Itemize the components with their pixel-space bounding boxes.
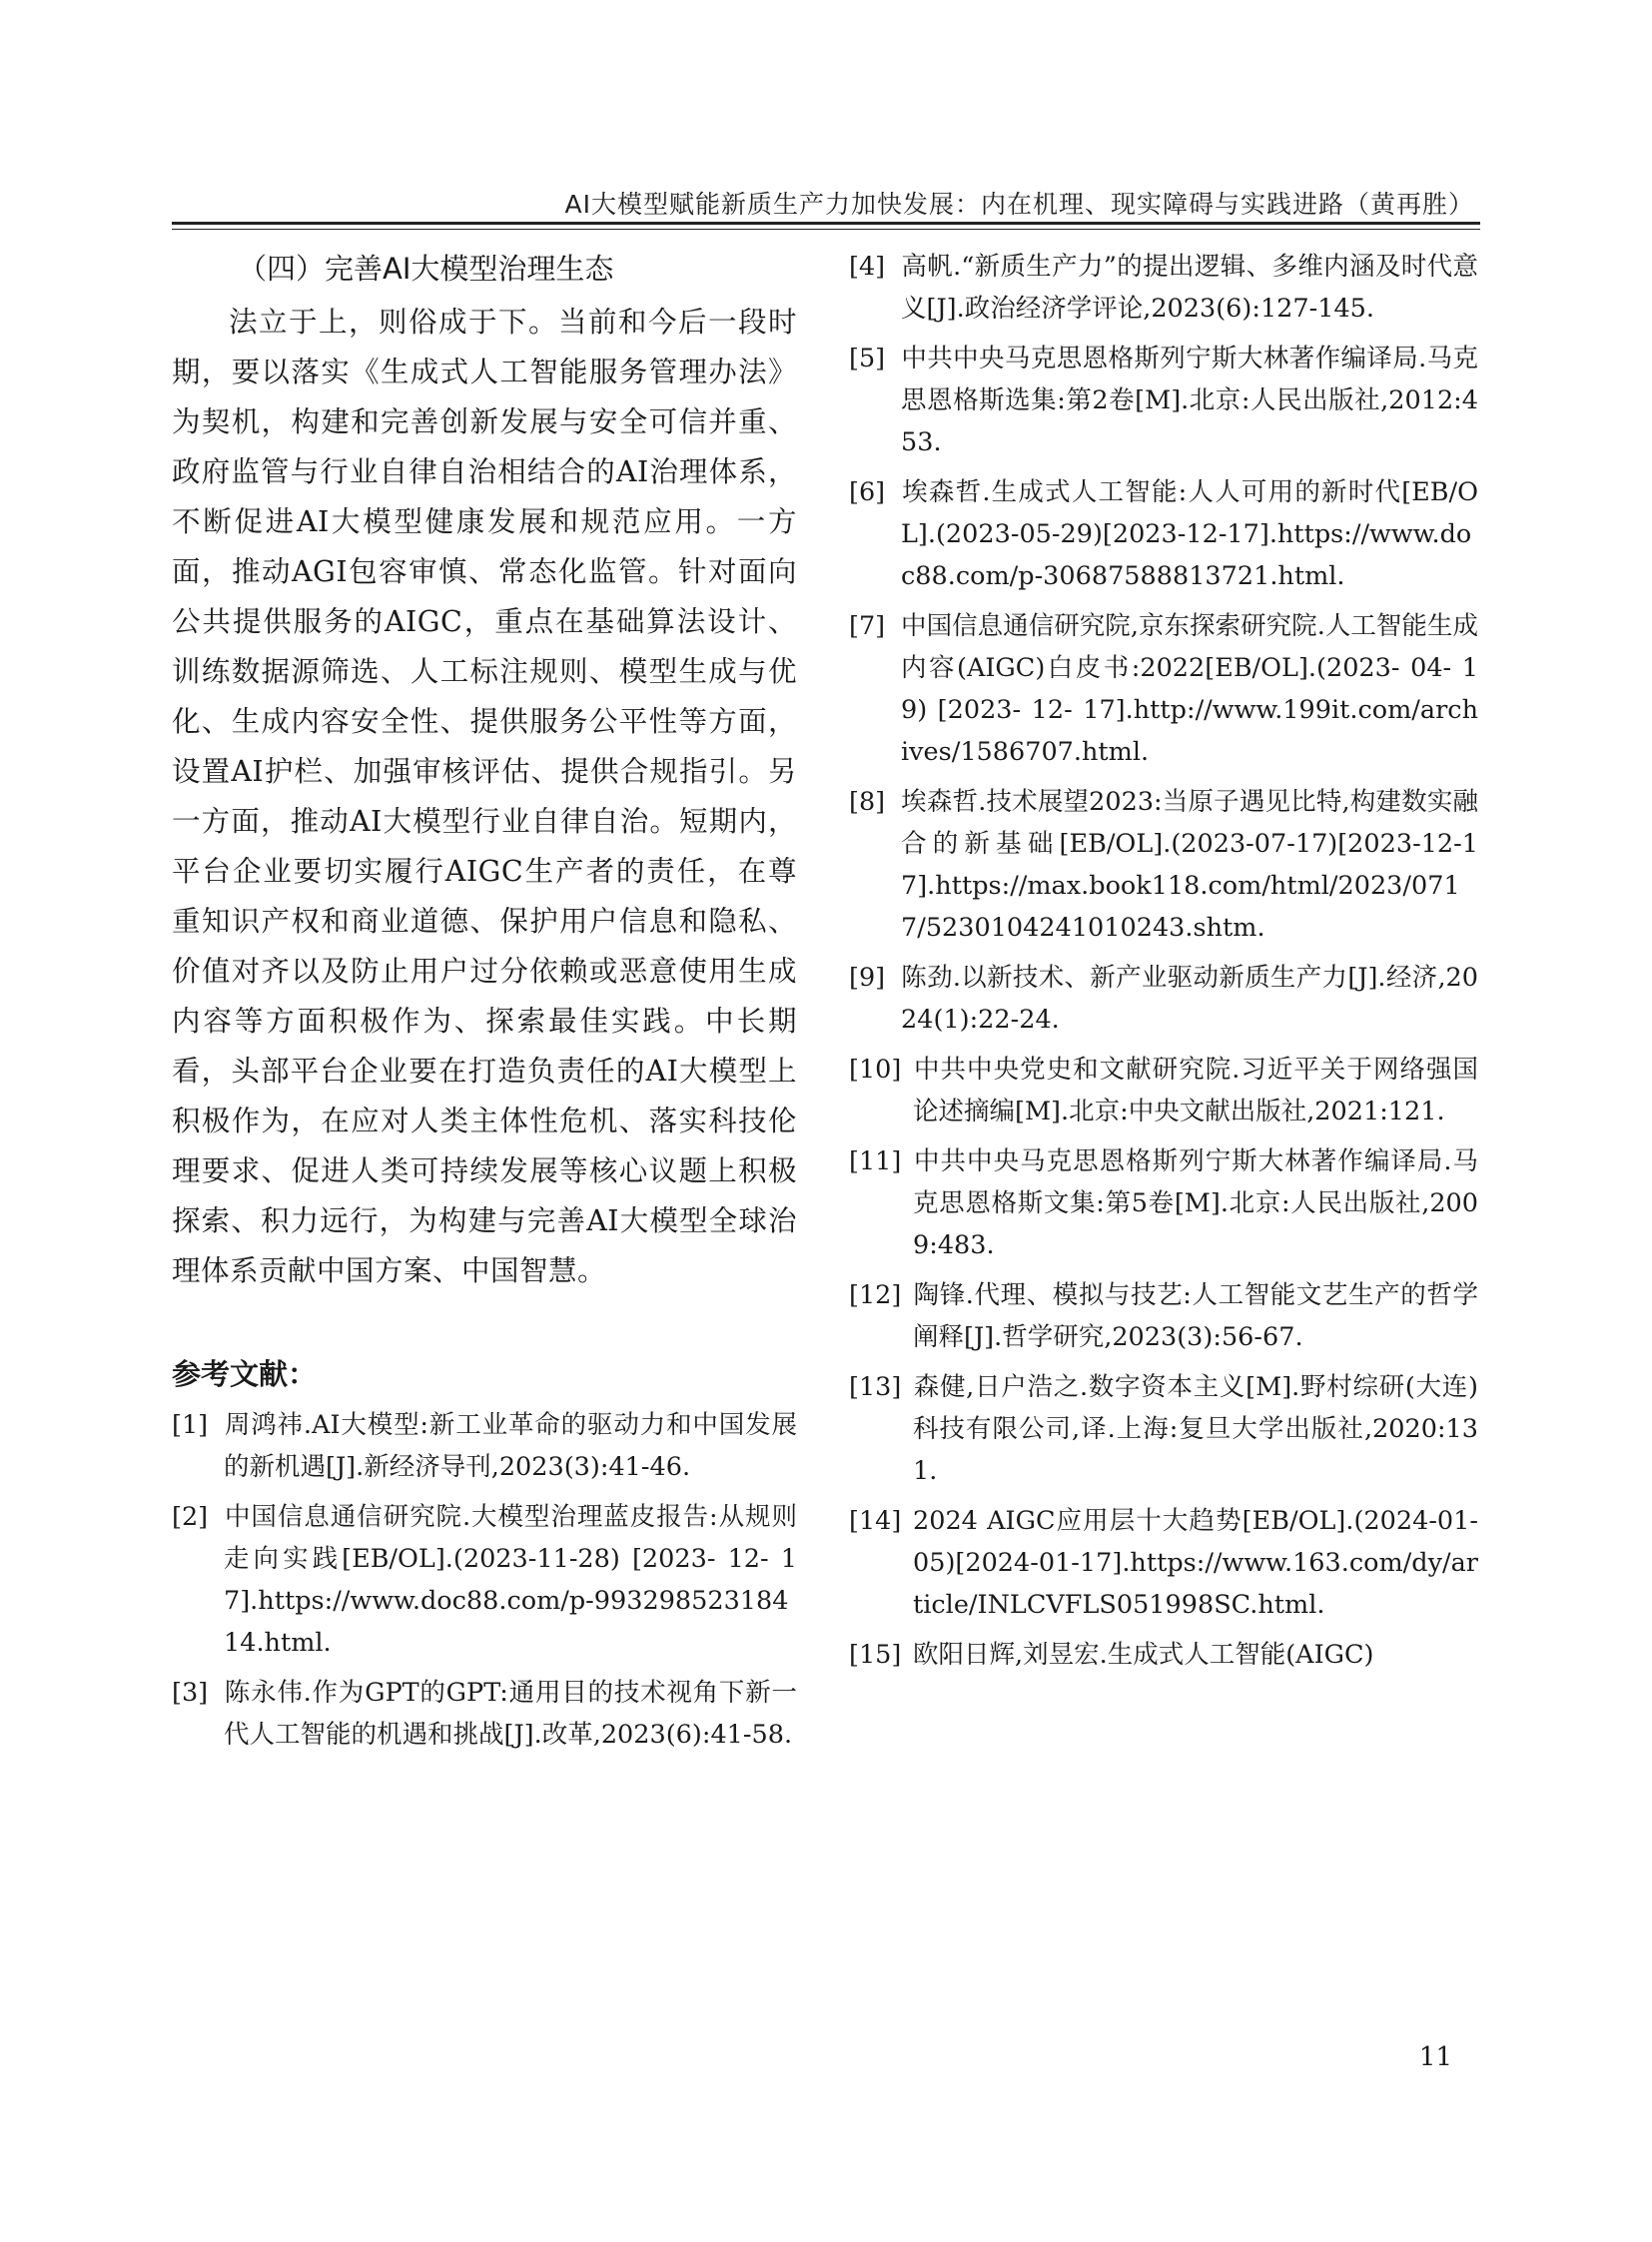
reference-item bbox=[172, 1404, 797, 1488]
reference-text: 中国信息通信研究院.大模型治理蓝皮报告:从规则走向实践[EB/OL].(2023-11-28) [2023- 12- 17].https://www.doc88.com/p-99329852318414.html. bbox=[224, 1502, 797, 1658]
reference-text: 森健,日户浩之.数字资本主义[M].野村综研(大连)科技有限公司,译.上海:复旦大学出版社,2020:131. bbox=[913, 1372, 1478, 1486]
reference-item bbox=[849, 1634, 1478, 1676]
right-column bbox=[849, 246, 1478, 1684]
reference-number: [5] bbox=[849, 344, 886, 374]
reference-list-right bbox=[849, 246, 1478, 1676]
reference-text: 中共中央马克思恩格斯列宁斯大林著作编译局.马克思恩格斯文集:第5卷[M].北京:人民出版社,2009:483. bbox=[913, 1146, 1478, 1260]
reference-item bbox=[849, 1274, 1478, 1358]
reference-text: 中共中央马克思恩格斯列宁斯大林著作编译局.马克思恩格斯选集:第2卷[M].北京:人民出版社,2012:453. bbox=[901, 344, 1478, 457]
reference-number: [10] bbox=[849, 1055, 902, 1085]
reference-item bbox=[849, 1366, 1478, 1492]
reference-number: [14] bbox=[849, 1506, 902, 1536]
reference-item bbox=[849, 1140, 1478, 1266]
reference-item bbox=[849, 781, 1478, 949]
reference-number: [2] bbox=[172, 1502, 209, 1532]
reference-item bbox=[172, 1496, 797, 1664]
section-heading: （四）完善AI大模型治理生态 bbox=[238, 252, 614, 286]
left-column bbox=[172, 246, 797, 1764]
reference-number: [4] bbox=[849, 252, 886, 282]
references-heading: 参考文献： bbox=[172, 1357, 318, 1391]
reference-item bbox=[849, 471, 1478, 597]
reference-number: [12] bbox=[849, 1280, 902, 1310]
running-header: AI大模型赋能新质生产力加快发展：内在机理、现实障碍与实践进路（黄再胜） bbox=[564, 190, 1474, 219]
reference-number: [6] bbox=[849, 477, 886, 507]
reference-text: 周鸿祎.AI大模型:新工业革命的驱动力和中国发展的新机遇[J].新经济导刊,2023(3):41-46. bbox=[224, 1410, 797, 1482]
reference-list-left bbox=[172, 1404, 797, 1756]
reference-item bbox=[849, 957, 1478, 1041]
header-rule-thin bbox=[172, 229, 1480, 230]
reference-item bbox=[849, 1049, 1478, 1132]
reference-number: [9] bbox=[849, 963, 886, 993]
reference-item bbox=[849, 1500, 1478, 1626]
reference-text: 陈永伟.作为GPT的GPT:通用目的技术视角下新一代人工智能的机遇和挑战[J].改革,2023(6):41-58. bbox=[224, 1678, 797, 1750]
reference-text: 埃森哲.生成式人工智能:人人可用的新时代[EB/OL].(2023-05-29)[2023-12-17].https://www.doc88.com/p-30687588813721.html. bbox=[901, 477, 1478, 591]
reference-item bbox=[849, 338, 1478, 463]
reference-number: [1] bbox=[172, 1410, 209, 1440]
reference-item bbox=[849, 246, 1478, 330]
reference-item bbox=[172, 1672, 797, 1756]
reference-number: [13] bbox=[849, 1372, 902, 1402]
reference-number: [15] bbox=[849, 1640, 902, 1670]
reference-text: 2024 AIGC应用层十大趋势[EB/OL].(2024-01-05)[2024-01-17].https://www.163.com/dy/article/INLCVFLS051998SC.html. bbox=[913, 1506, 1478, 1620]
reference-number: [11] bbox=[849, 1146, 902, 1176]
reference-text: 欧阳日辉,刘昱宏.生成式人工智能(AIGC) bbox=[913, 1640, 1374, 1670]
reference-number: [7] bbox=[849, 611, 886, 641]
reference-number: [3] bbox=[172, 1678, 209, 1708]
reference-number: [8] bbox=[849, 787, 886, 817]
reference-item bbox=[849, 605, 1478, 773]
reference-text: 中国信息通信研究院,京东探索研究院.人工智能生成内容(AIGC)白皮书:2022[EB/OL].(2023- 04- 19) [2023- 12- 17].http://www.199it.com/archives/1586707.html. bbox=[901, 611, 1478, 767]
reference-text: 陶锋.代理、模拟与技艺:人工智能文艺生产的哲学阐释[J].哲学研究,2023(3):56-67. bbox=[913, 1280, 1478, 1352]
reference-text: 高帆.“新质生产力”的提出逻辑、多维内涵及时代意义[J].政治经济学评论,2023(6):127-145. bbox=[901, 252, 1478, 324]
header-rule-thick bbox=[172, 222, 1480, 225]
reference-text: 埃森哲.技术展望2023:当原子遇见比特,构建数实融合的新基础[EB/OL].(2023-07-17)[2023-12-17].https://max.book118.com/html/2023/0717/5230104241010243.shtm. bbox=[901, 787, 1478, 943]
body-paragraph: 法立于上，则俗成于下。当前和今后一段时期，要以落实《生成式人工智能服务管理办法》为契机，构建和完善创新发展与安全可信并重、政府监管与行业自律自治相结合的AI治理体系，不断促进AI大模型健康发展和规范应用。一方面，推动AGI包容审慎、常态化监管。针对面向公共提供服务的AIGC，重点在基础算法设计、训练数据源筛选、人工标注规则、模型生成与优化、生成内容安全性、提供服务公平性等方面，设置AI护栏、加强审核评估、提供合规指引。另一方面，推动AI大模型行业自律自治。短期内，平台企业要切实履行AIGC生产者的责任，在尊重知识产权和商业道德、保护用户信息和隐私、价值对齐以及防止用户过分依赖或恶意使用生成内容等方面积极作为、探索最佳实践。中长期看，头部平台企业要在打造负责任的AI大模型上积极作为，在应对人类主体性危机、落实科技伦理要求、促进人类可持续发展等核心议题上积极探索、积力远行，为构建与完善AI大模型全球治理体系贡献中国方案、中国智慧。 bbox=[172, 306, 797, 1287]
reference-text: 中共中央党史和文献研究院.习近平关于网络强国论述摘编[M].北京:中央文献出版社,2021:121. bbox=[913, 1055, 1478, 1126]
reference-text: 陈劲.以新技术、新产业驱动新质生产力[J].经济,2024(1):22-24. bbox=[901, 963, 1478, 1035]
page-number: 11 bbox=[1418, 2042, 1452, 2072]
